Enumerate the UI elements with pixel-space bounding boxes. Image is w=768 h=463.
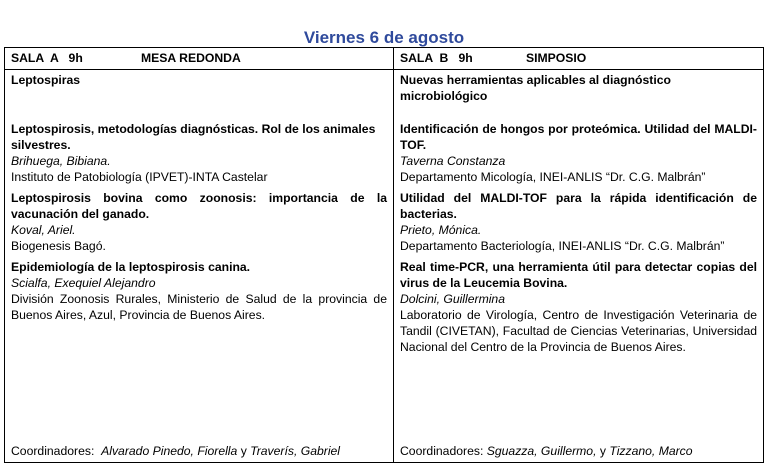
room-b-label: SALA B 9h [400, 51, 473, 65]
talk-title: Leptospirosis bovina como zoonosis: importancia de la vacunación del ganado. [11, 191, 387, 221]
talk-title: Identificación de hongos por proteómica. Utilidad del MALDI-TOF. [400, 122, 757, 152]
talk-a-3 [11, 259, 387, 323]
day-title: Viernes 6 de agosto [303, 28, 465, 47]
talk-title: Epidemiología de la leptospirosis canina. [11, 260, 251, 274]
talk-speaker: Brihuega, Bibiana. [11, 154, 111, 168]
talk-title: Leptospirosis, metodologías diagnósticas. Rol de los animales silvestres. [11, 122, 376, 152]
room-a-type: MESA REDONDA [141, 51, 241, 65]
talk-b-2 [400, 190, 757, 254]
talk-institution: Laboratorio de Virología, Centro de Investigación Veterinaria de Tandil (CIVETAN), Facultad de Ciencias Veterinarias, Universidad Nacional del Centro de la Provincia de Buenos Aires. [400, 308, 757, 354]
room-a-coordinators [11, 443, 387, 459]
talk-speaker: Koval, Ariel. [11, 223, 76, 237]
talk-institution: Instituto de Patobiología (IPVET)-INTA Castelar [11, 170, 268, 184]
coordinators-label: Coordinadores: [11, 444, 95, 458]
talk-b-3 [400, 259, 757, 355]
talk-a-2 [11, 190, 387, 254]
room-a-content [5, 70, 394, 463]
talk-institution: Departamento Micología, INEI-ANLIS “Dr. C.G. Malbrán” [400, 170, 706, 184]
room-b-type: SIMPOSIO [526, 51, 587, 65]
talk-speaker: Taverna Constanza [400, 154, 506, 168]
room-b-header [394, 48, 764, 70]
room-a-topic: Leptospiras [11, 73, 81, 87]
talk-institution: División Zoonosis Rurales, Ministerio de Salud de la provincia de Buenos Aires, Azul, Provincia de Buenos Aires. [11, 292, 387, 322]
talk-title: Real time-PCR, una herramienta útil para detectar copias del virus de la Leucemia Bovina. [400, 260, 757, 290]
coordinator-2: Tizzano, Marco [609, 444, 693, 458]
coordinator-1: Alvarado Pinedo, Fiorella [101, 444, 238, 458]
room-b-coordinators [400, 443, 757, 459]
talk-institution: Biogenesis Bagó. [11, 239, 106, 253]
talk-speaker: Dolcini, Guillermina [400, 292, 505, 306]
program-table [4, 47, 764, 463]
talk-speaker: Scialfa, Exequiel Alejandro [11, 276, 156, 290]
room-b-content [394, 70, 764, 463]
coordinators-label: Coordinadores: [400, 444, 484, 458]
coordinator-2: Traverís, Gabriel [250, 444, 341, 458]
talk-institution: Departamento Bacteriología, INEI-ANLIS “Dr. C.G. Malbrán” [400, 239, 725, 253]
room-b-topic: Nuevas herramientas aplicables al diagnóstico microbiológico [400, 73, 671, 103]
content-row [5, 70, 764, 463]
coordinators-and: y [599, 444, 606, 458]
talk-title: Utilidad del MALDI-TOF para la rápida identificación de bacterias. [400, 191, 757, 221]
talk-speaker: Prieto, Mónica. [400, 223, 482, 237]
coordinators-and: y [240, 444, 247, 458]
talk-b-1 [400, 121, 757, 185]
room-a-header [5, 48, 394, 70]
talk-a-1 [11, 121, 387, 185]
room-a-label: SALA A 9h [11, 51, 83, 65]
header-row [5, 48, 764, 70]
coordinator-1: Sguazza, Guillermo, [486, 444, 597, 458]
